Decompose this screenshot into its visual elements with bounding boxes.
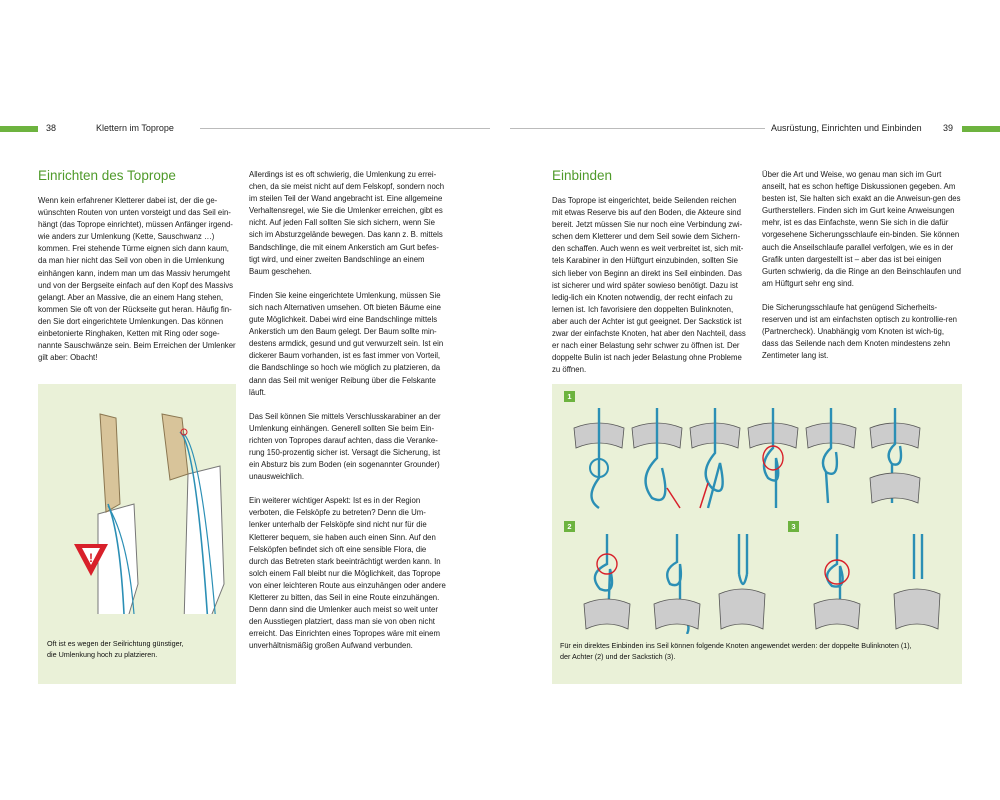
left-page-number: 38 <box>46 123 57 133</box>
warning-symbol: ! <box>89 551 93 565</box>
knot-step <box>870 408 920 503</box>
knot-step <box>814 534 860 629</box>
right-header-rule <box>510 128 765 129</box>
right-running-head: Ausrüstung, Einrichten und Einbinden <box>771 123 922 133</box>
right-col1-paragraph: Das Toprope ist eingerichtet, beide Seilenden reichen mit etwas Reserve bis auf den Boden, die Akteure sind bereit. Jetzt müssen Sie nur noch eine Verbindung zwi-schen dem Kletterer und dem Seil sowie dem Sichern-den schaffen. Auch wenn es weit verbreitet ist, sich mit-tels Karabiner in den Hüftgurt einzubinden, sollten Sie sich lieber von Beginn an direkt ins Seil einbinden. Das ist sicherer und wird später sowieso benötigt. Dazu ist ledig-lich ein Knoten notwendig, der recht einfach zu lernen ist. Ich favorisiere den doppelten Bulinknoten, aber auch der Achter ist gut geeignet. Der Sackstick ist zwar der einfachste Knoten, hat aber den Nachteil, dass er nach einer Belastung sehr schwer zu öffnen ist. Der doppelte Bulin ist nach jeder Belastung ohne Probleme zu öffnen. <box>552 196 746 375</box>
knot-step <box>719 534 765 629</box>
knot-step <box>574 408 624 508</box>
left-col2-paragraph: Ein weiterer wichtiger Aspekt: Ist es in der Region verboten, die Felsköpfe zu betreten? Denn die Um-lenker unterhalb der Felsköpfe sind nicht nur für die Kletterer bequem, sie haben auch einen Sinn. Auf den Felsköpfen befindet sich oft eine sensible Flora, die durch das Betreten stark beeinträchtigt werden kann. In solch einem Fall bleibt nur die Möglichkeit, das Toprope von einer leichteren Route aus einzuhängen oder andere Kletterer zu bitten, das Seil in eine Route einzuhängen. Denn dann sind die Umlenker auch meist so weit unter den Ausstiegen platziert, dass man sie von oben nicht erreicht. Das Einrichten eines Topropes wäre mit einem unverhältnismäßig großen Aufwand verbunden. <box>249 496 446 651</box>
left-figure <box>38 384 236 684</box>
right-col2-text <box>762 169 962 374</box>
tree-anchor-illustration <box>38 384 236 614</box>
figure-label-3: 3 <box>788 521 799 532</box>
knot-step <box>690 408 740 508</box>
right-figure-caption <box>560 641 958 662</box>
tree-trunk-right <box>162 414 188 480</box>
right-col1-text <box>552 195 748 388</box>
knot-illustrations <box>552 384 962 634</box>
tree-trunk-left <box>100 414 120 512</box>
right-figure <box>552 384 962 684</box>
left-col2-paragraph: Finden Sie keine eingerichtete Umlenkung, müssen Sie sich nach Alternativen umsehen. Oft bieten Bäume eine gute Möglichkeit. Dabei wird eine Bandschlinge mittels Ankerstich um den Baum gelegt. Der Baum sollte min-destens armdick, gesund und gut verwurzelt sein. Ist ein dickerer Baum vorhanden, ist es fast immer von Vorteil, die Bandschlinge so hoch wie möglich zu platzieren, da dann das Seil mit weniger Reibung über die Felskante läuft. <box>249 290 444 397</box>
figure-label-1: 1 <box>564 391 575 402</box>
left-header-bar <box>0 126 38 132</box>
right-caption-line1: Für ein direktes Einbinden ins Seil können folgende Knoten angewendet werden: der doppelte Bulinknoten (1), <box>560 641 912 650</box>
right-header-bar <box>962 126 1000 132</box>
left-caption-line2: die Umlenkung hoch zu platzieren. <box>47 649 158 659</box>
right-col2-paragraph: Die Sicherungsschlaufe hat genügend Sicherheits-reserven und ist am einfachsten optisch zu kontrollie-ren (Partnercheck). Unabhängig vom Knoten ist wich-tig, dass das Seilende nach dem Knoten mindestens zehn Zentimeter lang ist. <box>762 302 958 361</box>
left-heading: Einrichten des Toprope <box>38 168 176 183</box>
knot-step <box>584 534 630 629</box>
knot-step <box>654 534 700 634</box>
knot-step <box>632 408 682 508</box>
knot-step <box>894 534 940 629</box>
left-figure-caption <box>47 639 232 660</box>
right-heading: Einbinden <box>552 168 613 183</box>
figure-label-2: 2 <box>564 521 575 532</box>
left-col1-paragraph: Wenn kein erfahrener Kletterer dabei ist, der die ge-wünschten Routen von unten vorsteigt und das Seil ein-hängt (das Toprope einrichtet), müssen Anfänger irgend-wie anders zur Umlenkung (Kette, Sauschwanz …) kommen. Frei stehende Türme eignen sich dann kaum, da man hier nicht das Seil von oben in die Umlenkung einhängen kann, indem man um das Massiv herumgeht und von der Bergseite einfach auf den Kopf des Massivs gelangt. Aber an Massive, die an einem Hang stehen, kommen Sie oft von der Rückseite gut heran. Häufig fin-den Sie dort eingerichtete Umlenkungen. Das können einbetonierte Ringhaken, Ketten mit Ring oder soge-nannte Sauschwänze sein. Beim Erreichen der Umlenker gilt aber: Obacht! <box>38 196 236 363</box>
rock-right <box>184 466 224 614</box>
knot-step <box>748 408 798 508</box>
left-header-rule <box>200 128 490 129</box>
left-col1-text <box>38 195 238 376</box>
knot-step <box>806 408 856 503</box>
left-col2-paragraph: Allerdings ist es oft schwierig, die Umlenkung zu errei-chen, da sie meist nicht auf dem Felskopf, sondern noch im steilen Teil der Wand angebracht ist. Eine allgemeine Verhaltensregel, wie Sie die Umlenker erreichen, gibt es nicht. Auf jeden Fall sollten Sie sich sichern, wenn Sie sich im Absturzgelände bewegen. Das kann z. B. mittels Bandschlinge, die mit einem Ankerstich am Gurt befes-tigt wird, und einer zweiten Bandschlinge an einem Baum geschehen. <box>249 170 445 276</box>
right-col2-paragraph: Über die Art und Weise, wo genau man sich im Gurt anseilt, hat es schon heftige Diskussionen gegeben. Am besten ist, Sie halten sich exakt an die Anweisun-gen des Gurtherstellers. Finden sich im Gurt keine Anweisungen mehr, ist es das Einfachste, wenn Sie sich in die dafür vorgesehene Sicherungsschlaufe ein-binden. Sie können auch die Anseilschlaufe parallel verfolgen, wie es in der Grafik unten dargestellt ist – aber das ist bei einigen Gurten schwierig, da die Ringe an den Beinschlaufen und am Hüftgurt sehr eng sind. <box>762 170 961 288</box>
left-col2-paragraph: Das Seil können Sie mittels Verschlusskarabiner an der Umlenkung einhängen. Generell sollten Sie beim Ein-richten von Topropes darauf achten, dass die Veranke-rung 150-prozentig sicher ist. Versagt die Sicherung, ist ein Absturz bis zum Boden (ein sogenannter Grounder) unausweichlich. <box>249 411 441 482</box>
left-col2-text <box>249 169 447 664</box>
left-caption-line1: Oft ist es wegen der Seilrichtung günstiger, <box>47 639 184 648</box>
left-running-head: Klettern im Toprope <box>96 123 174 133</box>
right-caption-line2: der Achter (2) und der Sackstich (3). <box>560 651 676 661</box>
right-page-number: 39 <box>943 123 954 133</box>
